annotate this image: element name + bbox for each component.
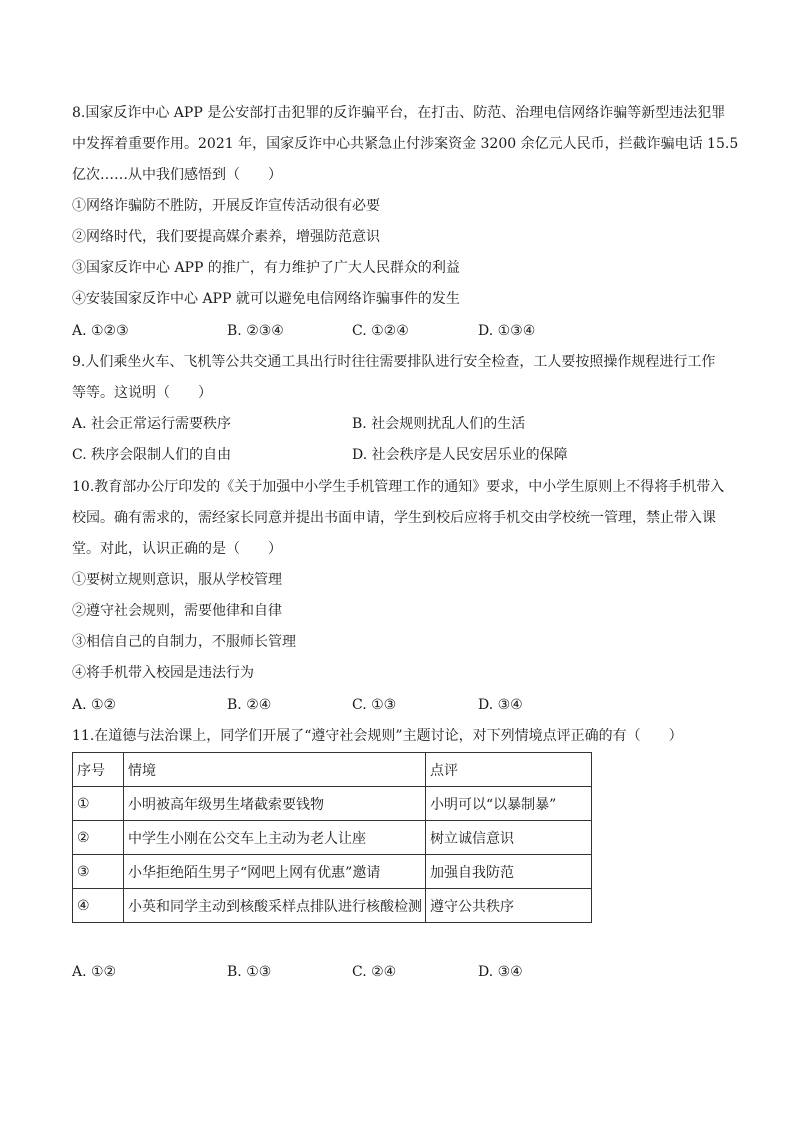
q8-option-d: D. ①③④ bbox=[478, 323, 536, 339]
q10-option-d: D. ③④ bbox=[478, 697, 523, 713]
q11-option-d: D. ③④ bbox=[478, 964, 523, 980]
q9-stem-line-2: 等等。这说明（ ） bbox=[72, 385, 212, 401]
q9-stem-line-1: 9.人们乘坐火车、飞机等公共交通工具出行时往往需要排队进行安全检查，工人要按照操作规程进行工作 bbox=[72, 354, 716, 370]
q10-option-b: B. ②④ bbox=[227, 697, 272, 713]
q8-statement-4: ④安装国家反诈中心 APP 就可以避免电信网络诈骗事件的发生 bbox=[72, 291, 460, 307]
q8-option-c: C. ①②④ bbox=[352, 323, 409, 339]
q9-option-d: D. 社会秩序是人民安居乐业的保障 bbox=[352, 447, 568, 463]
table-row bbox=[73, 855, 592, 889]
table-cell-number: ① bbox=[73, 787, 124, 821]
q11-option-b: B. ①③ bbox=[227, 964, 272, 980]
q9-option-b: B. 社会规则扰乱人们的生活 bbox=[352, 416, 526, 432]
table-cell-number: ③ bbox=[73, 855, 124, 889]
q11-option-c: C. ②④ bbox=[352, 964, 397, 980]
table-header-row bbox=[73, 753, 592, 787]
table-cell-number: ④ bbox=[73, 889, 124, 923]
table-row bbox=[73, 821, 592, 855]
q9-option-c: C. 秩序会限制人们的自由 bbox=[72, 447, 232, 463]
table-cell-comment: 小明可以“以暴制暴” bbox=[426, 787, 592, 821]
table-header-cell: 点评 bbox=[426, 753, 592, 787]
q11-option-a: A. ①② bbox=[72, 964, 117, 980]
table-cell-comment: 加强自我防范 bbox=[426, 855, 592, 889]
table-cell-scenario: 中学生小刚在公交车上主动为老人让座 bbox=[124, 821, 426, 855]
q8-option-a: A. ①②③ bbox=[72, 323, 129, 339]
q8-statement-3: ③国家反诈中心 APP 的推广，有力维护了广大人民群众的利益 bbox=[72, 260, 460, 276]
table-cell-comment: 树立诚信意识 bbox=[426, 821, 592, 855]
q10-option-a: A. ①② bbox=[72, 697, 117, 713]
q11-scenario-table bbox=[72, 752, 592, 923]
q10-statement-4: ④将手机带入校园是违法行为 bbox=[72, 665, 254, 681]
q10-statement-3: ③相信自己的自制力，不服师长管理 bbox=[72, 634, 296, 650]
table-cell-number: ② bbox=[73, 821, 124, 855]
table-cell-comment: 遵守公共秩序 bbox=[426, 889, 592, 923]
q10-stem-line-2: 校园。确有需求的，需经家长同意并提出书面申请，学生到校后应将手机交由学校统一管理，禁止带入课 bbox=[72, 510, 716, 526]
table-cell-scenario: 小明被高年级男生堵截索要钱物 bbox=[124, 787, 426, 821]
q8-statement-1: ①网络诈骗防不胜防，开展反诈宣传活动很有必要 bbox=[72, 198, 380, 214]
q10-statement-1: ①要树立规则意识，服从学校管理 bbox=[72, 572, 282, 588]
table-header-cell: 序号 bbox=[73, 753, 124, 787]
q8-stem-line-2: 中发挥着重要作用。2021 年，国家反诈中心共紧急止付涉案资金 3200 余亿元人民币，拦截诈骗电话 15.5 bbox=[72, 136, 739, 152]
q10-option-c: C. ①③ bbox=[352, 697, 397, 713]
q8-option-b: B. ②③④ bbox=[227, 323, 284, 339]
q10-stem-line-3: 堂。对此，认识正确的是（ ） bbox=[72, 541, 282, 557]
q8-stem-line-3: 亿次……从中我们感悟到（ ） bbox=[72, 167, 282, 183]
table-header-cell: 情境 bbox=[124, 753, 426, 787]
q10-stem-line-1: 10.教育部办公厅印发的《关于加强中小学生手机管理工作的通知》要求，中小学生原则上不得将手机带入 bbox=[72, 479, 725, 495]
table-row bbox=[73, 889, 592, 923]
table-cell-scenario: 小华拒绝陌生男子“网吧上网有优惠”邀请 bbox=[124, 855, 426, 889]
q8-stem-line-1: 8.国家反诈中心 APP 是公安部打击犯罪的反诈骗平台，在打击、防范、治理电信网络诈骗等新型违法犯罪 bbox=[72, 105, 726, 121]
q11-stem-line-1: 11.在道德与法治课上，同学们开展了“遵守社会规则”主题讨论，对下列情境点评正确的有（ ） bbox=[72, 728, 683, 744]
table-row bbox=[73, 787, 592, 821]
table-cell-scenario: 小英和同学主动到核酸采样点排队进行核酸检测 bbox=[124, 889, 426, 923]
q9-option-a: A. 社会正常运行需要秩序 bbox=[72, 416, 232, 432]
q10-statement-2: ②遵守社会规则，需要他律和自律 bbox=[72, 603, 282, 619]
q8-statement-2: ②网络时代，我们要提高媒介素养，增强防范意识 bbox=[72, 229, 380, 245]
